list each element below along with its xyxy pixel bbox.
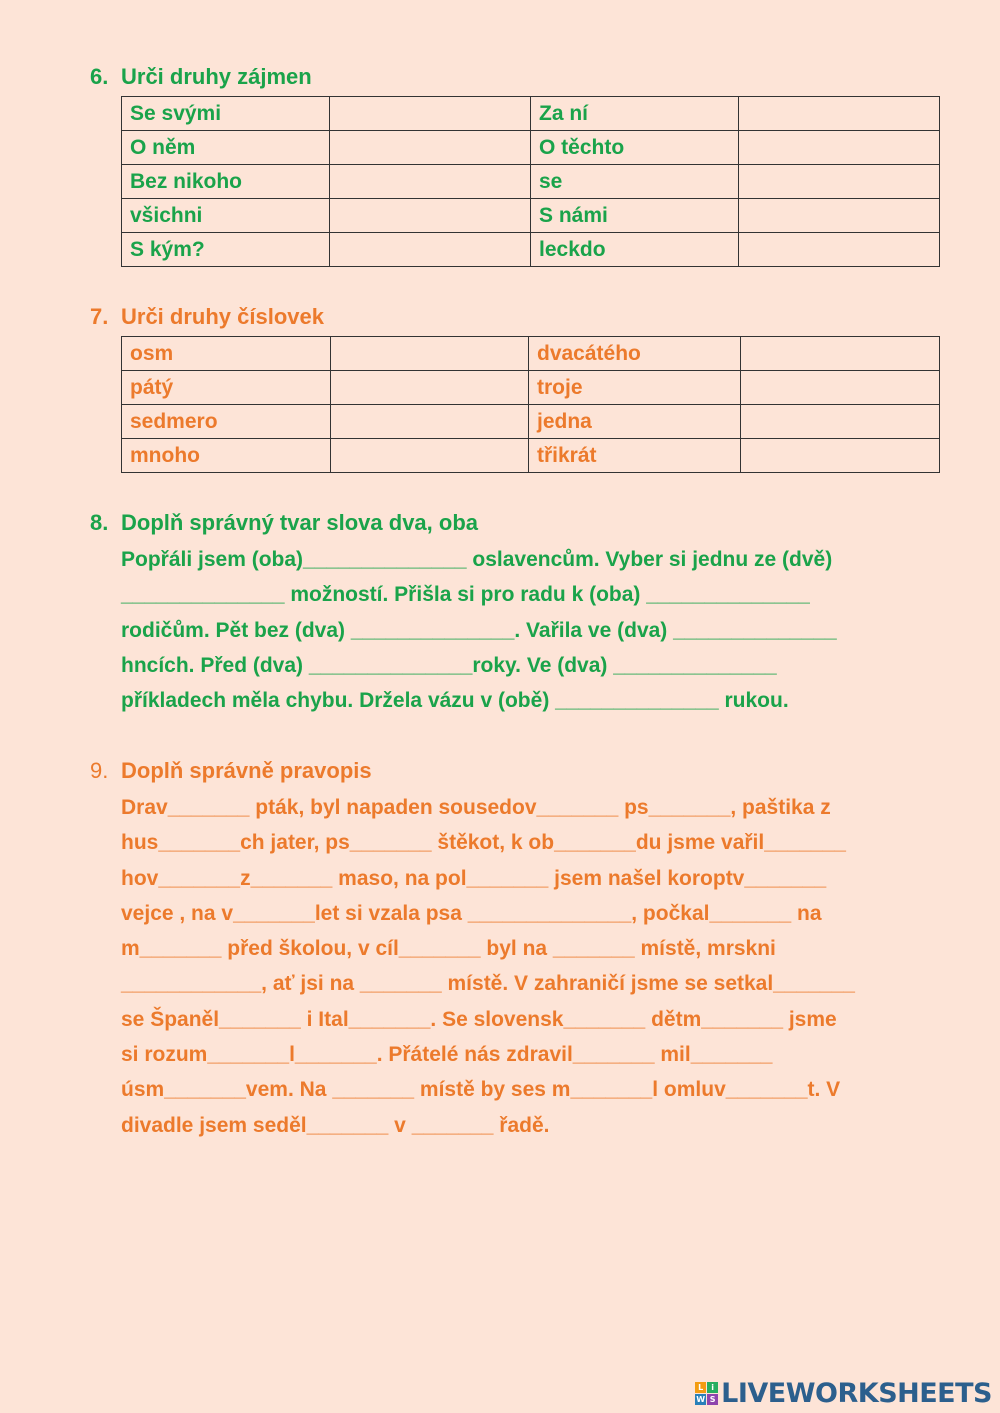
q9-exercise-text: [121, 790, 951, 1143]
table-row: [122, 199, 940, 233]
q7-answer-cell[interactable]: [331, 337, 529, 371]
q6-answer-cell[interactable]: [739, 165, 940, 199]
q6-answer-cell[interactable]: [739, 233, 940, 267]
table-row: [122, 131, 940, 165]
q7-answer-cell[interactable]: [741, 405, 940, 439]
q9-title: Doplň správně pravopis: [121, 758, 372, 783]
liveworksheets-logo: [695, 1378, 992, 1409]
table-row: [122, 97, 940, 131]
q6-answer-cell[interactable]: [330, 199, 531, 233]
q8-line: hncích. Před (dva) ______________roky. Ve (dva) ______________: [121, 653, 777, 677]
table-row: [122, 165, 940, 199]
q6-word: se: [531, 165, 739, 199]
q6-word: O těchto: [531, 131, 739, 165]
q6-word: Bez nikoho: [122, 165, 330, 199]
q7-answer-cell[interactable]: [741, 371, 940, 405]
q8-line: ______________ možností. Přišla si pro radu k (oba) ______________: [121, 583, 810, 607]
q9-line: vejce , na v_______let si vzala psa ______________, počkal_______ na: [121, 901, 822, 925]
q8-heading: [90, 508, 950, 538]
q6-table: [121, 96, 940, 267]
q6-answer-cell[interactable]: [330, 233, 531, 267]
q9-line: úsm_______vem. Na _______ místě by ses m_______l omluv_______t. V: [121, 1078, 841, 1102]
q9-line: se Španěl_______ i Ital_______. Se slovensk_______ dětm_______ jsme: [121, 1007, 837, 1031]
logo-tile: W: [696, 1395, 706, 1404]
q7-word: sedmero: [122, 405, 331, 439]
q7-word: troje: [529, 371, 741, 405]
q6-answer-cell[interactable]: [739, 97, 940, 131]
q7-word: mnoho: [122, 439, 331, 473]
q6-word: S námi: [531, 199, 739, 233]
table-row: [122, 337, 940, 371]
q6-answer-cell[interactable]: [739, 131, 940, 165]
q9-heading: [90, 756, 950, 786]
q7-heading: [90, 302, 950, 332]
q9-line: hus_______ch jater, ps_______ štěkot, k ob_______du jsme vařil_______: [121, 831, 846, 855]
table-row: [122, 439, 940, 473]
table-row: [122, 233, 940, 267]
q7-word: osm: [122, 337, 331, 371]
q8-line: příkladech měla chybu. Držela vázu v (obě) ______________ rukou.: [121, 689, 789, 713]
q6-heading: [90, 62, 950, 92]
table-row: [122, 371, 940, 405]
q8-number: 8.: [90, 510, 109, 535]
q6-word: Se svými: [122, 97, 330, 131]
q7-word: jedna: [529, 405, 741, 439]
q7-answer-cell[interactable]: [331, 439, 529, 473]
q9-line: divadle jsem seděl_______ v _______ řadě.: [121, 1113, 550, 1137]
q9-line: m_______ před školou, v cíl_______ byl na _______ místě, mrskni: [121, 937, 776, 961]
q8-exercise-text: [121, 542, 951, 718]
q7-word: dvacátého: [529, 337, 741, 371]
q6-word: všichni: [122, 199, 330, 233]
q7-answer-cell[interactable]: [331, 405, 529, 439]
q9-line: Drav_______ pták, byl napaden sousedov_______ ps_______, paštika z: [121, 796, 831, 819]
q7-table: [121, 336, 940, 473]
q6-word: Za ní: [531, 97, 739, 131]
q6-word: O něm: [122, 131, 330, 165]
logo-tile: L: [695, 1382, 706, 1393]
liveworksheets-wordmark: LIVEWORKSHEETS: [721, 1378, 992, 1409]
q8-title: Doplň správný tvar slova dva, oba: [121, 510, 479, 535]
q8-line: rodičům. Pět bez (dva) ______________. Vařila ve (dva) ______________: [121, 618, 837, 642]
table-row: [122, 405, 940, 439]
q9-line: si rozum_______l_______. Přátelé nás zdravil_______ mil_______: [121, 1043, 773, 1067]
q6-answer-cell[interactable]: [330, 165, 531, 199]
logo-tile: i: [707, 1382, 718, 1393]
logo-tile: S: [707, 1394, 718, 1405]
q7-answer-cell[interactable]: [741, 337, 940, 371]
q7-number: 7.: [90, 304, 109, 329]
q6-answer-cell[interactable]: [330, 97, 531, 131]
q6-word: leckdo: [531, 233, 739, 267]
q6-title: Urči druhy zájmen: [121, 64, 312, 89]
q7-word: třikrát: [529, 439, 741, 473]
q8-line: Popřáli jsem (oba)______________ oslavencům. Vyber si jednu ze (dvě): [121, 548, 833, 571]
q9-number: 9.: [90, 758, 109, 783]
q7-word: pátý: [122, 371, 331, 405]
liveworksheets-logo-icon: [695, 1382, 718, 1405]
q9-line: hov_______z_______ maso, na pol_______ jsem našel koroptv_______: [121, 866, 827, 890]
q6-word: S kým?: [122, 233, 330, 267]
q7-answer-cell[interactable]: [331, 371, 529, 405]
q7-answer-cell[interactable]: [741, 439, 940, 473]
q6-number: 6.: [90, 64, 109, 89]
q6-answer-cell[interactable]: [739, 199, 940, 233]
q6-answer-cell[interactable]: [330, 131, 531, 165]
q7-title: Urči druhy číslovek: [121, 304, 324, 329]
q9-line: ____________, ať jsi na _______ místě. V zahraničí jsme se setkal_______: [121, 972, 855, 996]
